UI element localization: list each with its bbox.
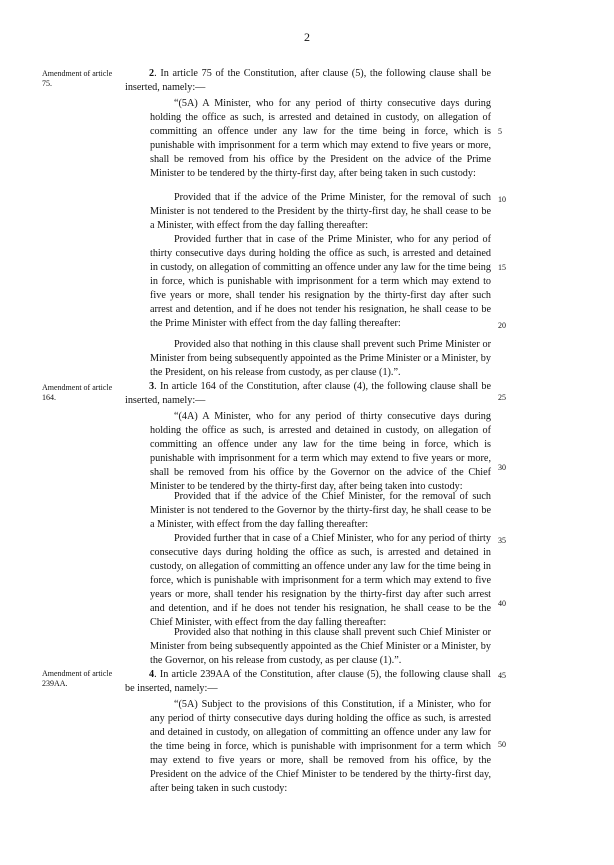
clause-4a: “(4A) A Minister, who for any period of thirty consecutive days during holding the office as such, is arrested and detained in custody, on allegation of committing an offence under any law for the time being in force, which is punishable with imprisonment for a term which may extend to five years or more, shall be removed from his office by the Governor on the advice of the Chief Minister to be tendered by the thirty-first day, after being taken into custody:	[150, 411, 491, 492]
line-number: 40	[498, 599, 506, 608]
section-number: 4	[149, 669, 155, 680]
section-number: 3	[149, 381, 155, 392]
line-number: 15	[498, 263, 506, 272]
margin-note-article-164: Amendment of article 164.	[42, 383, 113, 402]
line-number: 5	[498, 127, 502, 136]
proviso-2: Provided further that in case of a Chief Minister, who for any period of thirty consecutive days during holding the office as such, is arrested and detained in custody, on allegation of committing an offence under any law for the time being in force, which is punishable with imprisonment for a term which may extend to five years or more, shall tender his resignation by the thirty-first day after such arrest and detention, and if he does not tender his resignation, he shall cease to be the Chief Minister, with effect from the day falling thereafter:	[150, 533, 491, 628]
section-3-intro	[125, 380, 491, 408]
proviso-1: Provided that if the advice of the Prime Minister, for the removal of such Minister is not tendered to the President by the thirty-first day, he shall cease to be a Minister, with effect from the day falling thereafter:	[150, 192, 491, 231]
section-2-intro	[125, 67, 491, 95]
line-number: 35	[498, 536, 506, 545]
margin-note-article-239aa: Amendment of article 239AA.	[42, 669, 113, 688]
section-intro-text: . In article 239AA of the Constitution, after clause (5), the following clause shall be inserted, namely:—	[125, 669, 491, 694]
section-number: 2	[149, 68, 155, 79]
line-number: 45	[498, 671, 506, 680]
proviso-1: Provided that if the advice of the Chief Minister, for the removal of such Minister is not tendered to the Governor by the thirty-first day, he shall cease to be a Minister, with effect from the day falling thereafter:	[150, 491, 491, 530]
line-number: 25	[498, 393, 506, 402]
line-number: 30	[498, 463, 506, 472]
line-number: 20	[498, 321, 506, 330]
proviso-3: Provided also that nothing in this clause shall prevent such Prime Minister or Minister from being subsequently appointed as the Prime Minister or a Minister, by the President, on his release from custody, as per clause (1).”.	[150, 339, 491, 378]
margin-note-article-75: Amendment of article 75.	[42, 69, 113, 88]
proviso-3: Provided also that nothing in this clause shall prevent such Chief Minister or Minister from being subsequently appointed as the Chief Minister or a Minister, by the Governor, on his release from custody, as per clause (1).”.	[150, 627, 491, 666]
proviso-2: Provided further that in case of the Prime Minister, who for any period of thirty consecutive days during holding the office as such, is arrested and detained in custody, on allegation of committing an offence under any law for the time being in force, which is punishable with imprisonment for a term which may extend to five years or more, shall tender his resignation by the thirty-first day after such arrest and detention, and if he does not tender his resignation, he shall cease to be the Prime Minister with effect from the day falling thereafter:	[150, 234, 491, 329]
clause-5a: “(5A) A Minister, who for any period of thirty consecutive days during holding the office as such, is arrested and detained in custody, on allegation of committing an offence under any law for the time being in force, which is punishable with imprisonment for a term which may extend to five years or more, shall be removed from his office by the President on the advice of the Prime Minister to be tendered by the thirty-first day, after being taken in such custody:	[150, 98, 491, 179]
clause-5a: “(5A) Subject to the provisions of this Constitution, if a Minister, who for any period of thirty consecutive days during holding the office as such, is arrested and detained in custody, on allegation of committing an offence under any law for the time being in force, which is punishable with imprisonment for a term which may extend to five years or more, shall be removed from his office, by the President on the advice of the Chief Minister to be tendered by the thirty-first day, after being taken in such custody:	[150, 699, 491, 794]
page-number: 2	[304, 30, 310, 44]
line-number: 10	[498, 195, 506, 204]
section-intro-text: . In article 75 of the Constitution, after clause (5), the following clause shall be inserted, namely:—	[125, 68, 491, 93]
line-number: 50	[498, 740, 506, 749]
section-intro-text: . In article 164 of the Constitution, after clause (4), the following clause shall be inserted, namely:—	[125, 381, 491, 406]
section-4-intro	[125, 668, 491, 696]
